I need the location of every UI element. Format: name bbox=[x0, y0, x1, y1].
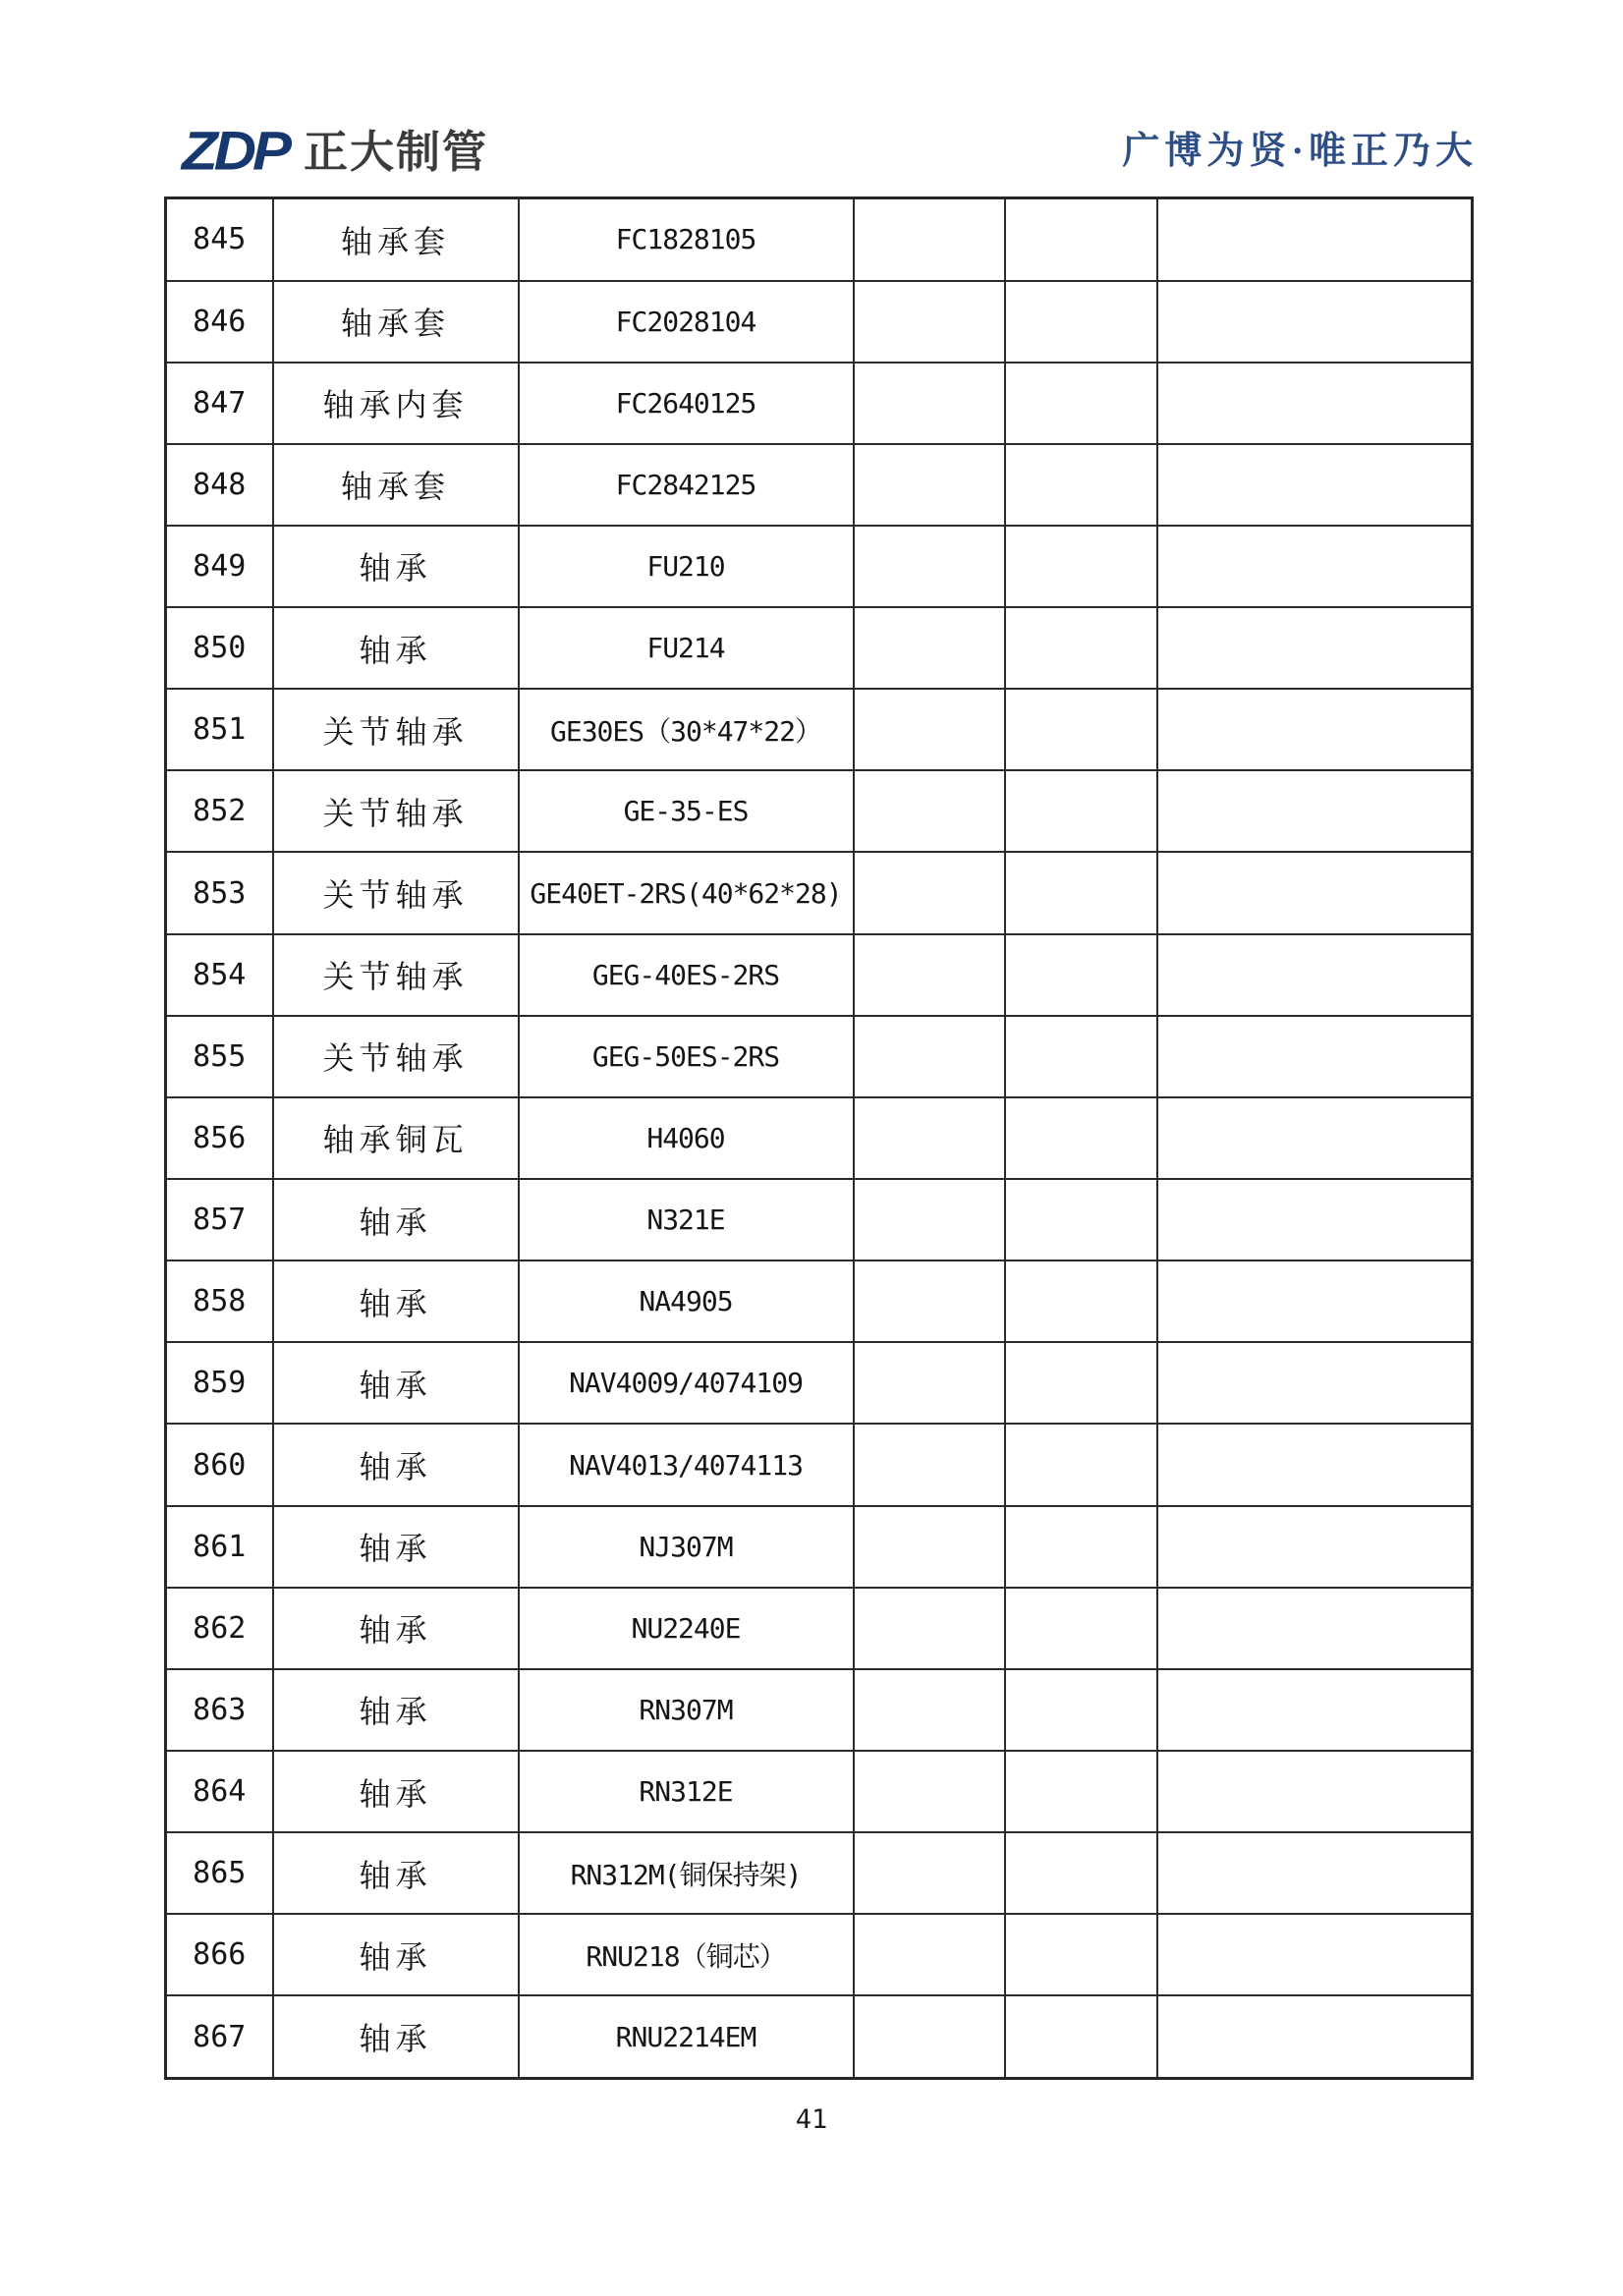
empty-cell-3 bbox=[1157, 444, 1473, 526]
item-name-cell: 关节轴承 bbox=[273, 1016, 519, 1097]
parts-table bbox=[164, 196, 1474, 2080]
empty-cell-3 bbox=[1157, 281, 1473, 363]
table-row bbox=[166, 1751, 1473, 1832]
empty-cell-3 bbox=[1157, 1260, 1473, 1342]
zdp-logo-icon: ZDP bbox=[182, 120, 288, 182]
empty-cell-3 bbox=[1157, 1097, 1473, 1179]
empty-cell-1 bbox=[854, 1669, 1005, 1751]
spec-cell: NJ307M bbox=[519, 1506, 854, 1588]
item-name-cell: 轴承 bbox=[273, 1914, 519, 1995]
table-row bbox=[166, 770, 1473, 852]
empty-cell-2 bbox=[1005, 526, 1157, 607]
empty-cell-2 bbox=[1005, 1260, 1157, 1342]
empty-cell-3 bbox=[1157, 1588, 1473, 1669]
spec-cell: RN312E bbox=[519, 1751, 854, 1832]
empty-cell-3 bbox=[1157, 1016, 1473, 1097]
empty-cell-3 bbox=[1157, 770, 1473, 852]
table-row bbox=[166, 1342, 1473, 1424]
empty-cell-2 bbox=[1005, 1342, 1157, 1424]
table-row bbox=[166, 1669, 1473, 1751]
table-row bbox=[166, 607, 1473, 689]
row-number-cell: 860 bbox=[166, 1424, 273, 1505]
item-name-cell: 轴承 bbox=[273, 1179, 519, 1260]
empty-cell-2 bbox=[1005, 607, 1157, 689]
empty-cell-2 bbox=[1005, 689, 1157, 770]
empty-cell-1 bbox=[854, 1260, 1005, 1342]
empty-cell-1 bbox=[854, 689, 1005, 770]
empty-cell-1 bbox=[854, 526, 1005, 607]
table-row bbox=[166, 444, 1473, 526]
company-logo bbox=[182, 122, 488, 181]
empty-cell-3 bbox=[1157, 1342, 1473, 1424]
empty-cell-1 bbox=[854, 1097, 1005, 1179]
empty-cell-1 bbox=[854, 1832, 1005, 1914]
spec-cell: RNU218（铜芯） bbox=[519, 1914, 854, 1995]
empty-cell-2 bbox=[1005, 1097, 1157, 1179]
empty-cell-3 bbox=[1157, 607, 1473, 689]
empty-cell-3 bbox=[1157, 934, 1473, 1016]
spec-cell: GE30ES（30*47*22） bbox=[519, 689, 854, 770]
empty-cell-2 bbox=[1005, 1669, 1157, 1751]
row-number-cell: 861 bbox=[166, 1506, 273, 1588]
table-row bbox=[166, 198, 1473, 281]
table-row bbox=[166, 1424, 1473, 1505]
row-number-cell: 858 bbox=[166, 1260, 273, 1342]
row-number-cell: 857 bbox=[166, 1179, 273, 1260]
table-row bbox=[166, 281, 1473, 363]
row-number-cell: 851 bbox=[166, 689, 273, 770]
item-name-cell: 轴承 bbox=[273, 1260, 519, 1342]
table-row bbox=[166, 689, 1473, 770]
row-number-cell: 852 bbox=[166, 770, 273, 852]
empty-cell-2 bbox=[1005, 1179, 1157, 1260]
row-number-cell: 866 bbox=[166, 1914, 273, 1995]
parts-table-body bbox=[166, 198, 1473, 2079]
item-name-cell: 轴承套 bbox=[273, 444, 519, 526]
spec-cell: RNU2214EM bbox=[519, 1995, 854, 2078]
item-name-cell: 关节轴承 bbox=[273, 689, 519, 770]
parts-table-container bbox=[164, 196, 1471, 2080]
empty-cell-2 bbox=[1005, 281, 1157, 363]
spec-cell: GE40ET-2RS(40*62*28) bbox=[519, 852, 854, 933]
empty-cell-1 bbox=[854, 1914, 1005, 1995]
empty-cell-2 bbox=[1005, 1914, 1157, 1995]
row-number-cell: 853 bbox=[166, 852, 273, 933]
row-number-cell: 849 bbox=[166, 526, 273, 607]
item-name-cell: 轴承 bbox=[273, 1506, 519, 1588]
empty-cell-3 bbox=[1157, 689, 1473, 770]
empty-cell-2 bbox=[1005, 1016, 1157, 1097]
table-row bbox=[166, 526, 1473, 607]
row-number-cell: 867 bbox=[166, 1995, 273, 2078]
page-header bbox=[182, 116, 1478, 187]
row-number-cell: 862 bbox=[166, 1588, 273, 1669]
table-row bbox=[166, 1260, 1473, 1342]
item-name-cell: 轴承 bbox=[273, 1588, 519, 1669]
spec-cell: NU2240E bbox=[519, 1588, 854, 1669]
item-name-cell: 轴承内套 bbox=[273, 363, 519, 444]
empty-cell-1 bbox=[854, 281, 1005, 363]
row-number-cell: 864 bbox=[166, 1751, 273, 1832]
empty-cell-1 bbox=[854, 607, 1005, 689]
empty-cell-1 bbox=[854, 934, 1005, 1016]
table-row bbox=[166, 1506, 1473, 1588]
item-name-cell: 轴承 bbox=[273, 1669, 519, 1751]
table-row bbox=[166, 1179, 1473, 1260]
row-number-cell: 855 bbox=[166, 1016, 273, 1097]
empty-cell-2 bbox=[1005, 1832, 1157, 1914]
row-number-cell: 859 bbox=[166, 1342, 273, 1424]
page-number: 41 bbox=[795, 2104, 828, 2135]
spec-cell: RN307M bbox=[519, 1669, 854, 1751]
row-number-cell: 865 bbox=[166, 1832, 273, 1914]
row-number-cell: 856 bbox=[166, 1097, 273, 1179]
spec-cell: GE-35-ES bbox=[519, 770, 854, 852]
header-slogan: 广博为贤·唯正乃大 bbox=[1122, 131, 1478, 172]
empty-cell-1 bbox=[854, 1506, 1005, 1588]
empty-cell-2 bbox=[1005, 444, 1157, 526]
empty-cell-2 bbox=[1005, 770, 1157, 852]
empty-cell-3 bbox=[1157, 198, 1473, 281]
empty-cell-3 bbox=[1157, 1424, 1473, 1505]
empty-cell-1 bbox=[854, 1424, 1005, 1505]
empty-cell-3 bbox=[1157, 1751, 1473, 1832]
table-row bbox=[166, 1832, 1473, 1914]
empty-cell-3 bbox=[1157, 1832, 1473, 1914]
spec-cell: NAV4009/4074109 bbox=[519, 1342, 854, 1424]
empty-cell-1 bbox=[854, 1016, 1005, 1097]
spec-cell: FC1828105 bbox=[519, 198, 854, 281]
empty-cell-1 bbox=[854, 770, 1005, 852]
spec-cell: FU214 bbox=[519, 607, 854, 689]
item-name-cell: 关节轴承 bbox=[273, 852, 519, 933]
table-row bbox=[166, 852, 1473, 933]
spec-cell: H4060 bbox=[519, 1097, 854, 1179]
empty-cell-2 bbox=[1005, 1588, 1157, 1669]
row-number-cell: 850 bbox=[166, 607, 273, 689]
spec-cell: GEG-40ES-2RS bbox=[519, 934, 854, 1016]
empty-cell-2 bbox=[1005, 1506, 1157, 1588]
empty-cell-1 bbox=[854, 198, 1005, 281]
table-row bbox=[166, 1588, 1473, 1669]
item-name-cell: 轴承套 bbox=[273, 198, 519, 281]
item-name-cell: 轴承 bbox=[273, 1995, 519, 2078]
empty-cell-1 bbox=[854, 1179, 1005, 1260]
table-row bbox=[166, 1914, 1473, 1995]
empty-cell-1 bbox=[854, 1342, 1005, 1424]
row-number-cell: 848 bbox=[166, 444, 273, 526]
empty-cell-1 bbox=[854, 1995, 1005, 2078]
item-name-cell: 关节轴承 bbox=[273, 770, 519, 852]
empty-cell-2 bbox=[1005, 1995, 1157, 2078]
empty-cell-1 bbox=[854, 1751, 1005, 1832]
row-number-cell: 863 bbox=[166, 1669, 273, 1751]
empty-cell-3 bbox=[1157, 1179, 1473, 1260]
empty-cell-3 bbox=[1157, 1506, 1473, 1588]
empty-cell-3 bbox=[1157, 363, 1473, 444]
item-name-cell: 轴承 bbox=[273, 1832, 519, 1914]
empty-cell-3 bbox=[1157, 526, 1473, 607]
item-name-cell: 轴承 bbox=[273, 1751, 519, 1832]
empty-cell-2 bbox=[1005, 852, 1157, 933]
spec-cell: FC2028104 bbox=[519, 281, 854, 363]
empty-cell-1 bbox=[854, 444, 1005, 526]
empty-cell-1 bbox=[854, 852, 1005, 933]
empty-cell-2 bbox=[1005, 934, 1157, 1016]
spec-cell: FC2640125 bbox=[519, 363, 854, 444]
empty-cell-2 bbox=[1005, 363, 1157, 444]
empty-cell-1 bbox=[854, 363, 1005, 444]
item-name-cell: 轴承铜瓦 bbox=[273, 1097, 519, 1179]
spec-cell: FC2842125 bbox=[519, 444, 854, 526]
item-name-cell: 关节轴承 bbox=[273, 934, 519, 1016]
row-number-cell: 845 bbox=[166, 198, 273, 281]
empty-cell-3 bbox=[1157, 1995, 1473, 2078]
empty-cell-2 bbox=[1005, 1424, 1157, 1505]
table-row bbox=[166, 1016, 1473, 1097]
row-number-cell: 847 bbox=[166, 363, 273, 444]
table-row bbox=[166, 1995, 1473, 2078]
spec-cell: NA4905 bbox=[519, 1260, 854, 1342]
empty-cell-3 bbox=[1157, 1669, 1473, 1751]
table-row bbox=[166, 934, 1473, 1016]
item-name-cell: 轴承 bbox=[273, 1342, 519, 1424]
item-name-cell: 轴承 bbox=[273, 526, 519, 607]
company-name-text: 正大制管 bbox=[304, 125, 489, 178]
row-number-cell: 854 bbox=[166, 934, 273, 1016]
spec-cell: RN312M(铜保持架) bbox=[519, 1832, 854, 1914]
empty-cell-1 bbox=[854, 1588, 1005, 1669]
table-row bbox=[166, 1097, 1473, 1179]
empty-cell-3 bbox=[1157, 852, 1473, 933]
empty-cell-2 bbox=[1005, 198, 1157, 281]
spec-cell: GEG-50ES-2RS bbox=[519, 1016, 854, 1097]
row-number-cell: 846 bbox=[166, 281, 273, 363]
table-row bbox=[166, 363, 1473, 444]
empty-cell-3 bbox=[1157, 1914, 1473, 1995]
empty-cell-2 bbox=[1005, 1751, 1157, 1832]
item-name-cell: 轴承 bbox=[273, 1424, 519, 1505]
spec-cell: NAV4013/4074113 bbox=[519, 1424, 854, 1505]
item-name-cell: 轴承 bbox=[273, 607, 519, 689]
spec-cell: N321E bbox=[519, 1179, 854, 1260]
spec-cell: FU210 bbox=[519, 526, 854, 607]
item-name-cell: 轴承套 bbox=[273, 281, 519, 363]
